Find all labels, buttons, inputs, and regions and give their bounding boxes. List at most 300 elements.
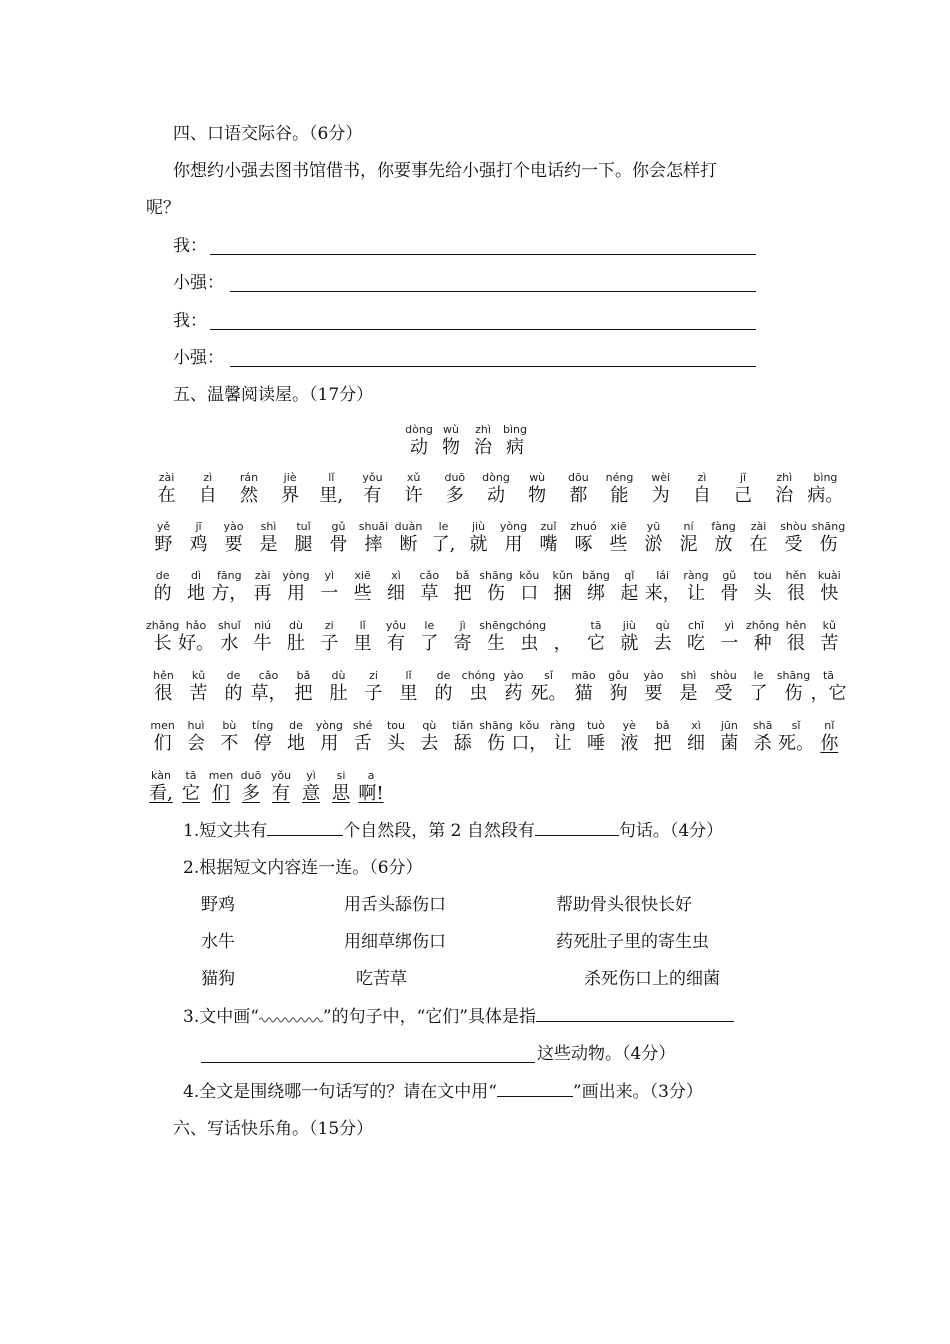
pinyin-char [354, 521, 393, 557]
pinyin-char [249, 670, 288, 706]
hanzi-text: 自 [692, 485, 711, 506]
pinyin-char [577, 570, 614, 606]
pinyin-char [809, 670, 848, 706]
pinyin-text: chóng [512, 619, 547, 632]
hanzi-text: 方， [211, 583, 248, 604]
pinyin-char [544, 570, 581, 606]
hanzi-text: 里 [353, 633, 372, 654]
pinyin-text: shì [680, 669, 697, 682]
hanzi-text: 药 [504, 683, 523, 704]
hanzi-text: 看, [149, 783, 173, 804]
pinyin-char [311, 570, 348, 606]
dialogue-answer-line-2[interactable] [230, 291, 756, 292]
pinyin-text: yào [223, 520, 244, 533]
pinyin-char [494, 670, 533, 706]
pinyin-char [764, 472, 804, 508]
hanzi-text: 放 [714, 534, 733, 555]
hanzi-text: 了, [431, 534, 456, 555]
pinyin-text: shé [352, 719, 373, 732]
hanzi-text: 病 [506, 437, 524, 458]
pinyin-char [644, 570, 681, 606]
pinyin-char [599, 521, 638, 557]
pinyin-char [319, 521, 358, 557]
hanzi-text: 伤 [486, 733, 505, 754]
pinyin-char [444, 570, 481, 606]
hanzi-text: 骨 [720, 583, 739, 604]
pinyin-text: gǔ [331, 520, 346, 533]
hanzi-text: 把 [294, 683, 313, 704]
hanzi-text: 肚 [329, 683, 348, 704]
hanzi-text: 自 [198, 485, 217, 506]
pinyin-char [211, 620, 248, 656]
pinyin-text: bǎ [296, 669, 311, 682]
pinyin-text: xiē [610, 520, 627, 533]
hanzi-text: 的 [224, 683, 243, 704]
hanzi-text: 寄 [453, 633, 472, 654]
hanzi-text: 都 [569, 485, 588, 506]
pinyin-text: bìng [503, 423, 527, 436]
pinyin-text: shì [260, 520, 277, 533]
hanzi-text: 绑 [586, 583, 605, 604]
pinyin-char [404, 424, 434, 460]
pinyin-text: xǔ [406, 471, 421, 484]
pinyin-char [311, 720, 348, 756]
pinyin-text: ní [683, 520, 694, 533]
pinyin-char [411, 570, 448, 606]
question-1-blank-sentences[interactable] [535, 821, 619, 836]
pinyin-text: men [150, 719, 175, 732]
hanzi-text: 菌 [720, 733, 739, 754]
pinyin-text: yòng [315, 719, 343, 732]
pinyin-text: yǒu [385, 619, 407, 632]
pinyin-char [599, 670, 638, 706]
pinyin-text: yǒu [362, 471, 383, 484]
match-left-3[interactable]: 猫狗 [201, 969, 235, 989]
pinyin-char [529, 521, 568, 557]
pinyin-char [352, 472, 392, 508]
pinyin-text: lǐ [359, 619, 366, 632]
hanzi-text: 液 [620, 733, 639, 754]
pinyin-text: zì [697, 471, 707, 484]
hanzi-text: 了 [749, 683, 768, 704]
pinyin-text: sǐ [791, 719, 801, 732]
dialogue-answer-line-3[interactable] [210, 329, 756, 330]
hanzi-text: 猫 [574, 683, 593, 704]
hanzi-text: 界 [281, 485, 300, 506]
pinyin-char [774, 670, 813, 706]
hanzi-text: 在 [749, 534, 768, 555]
hanzi-text: 口， [511, 733, 548, 754]
dialogue-speaker-xiaoqiang-2: 小强： [173, 348, 224, 368]
hanzi-text: 了 [420, 633, 439, 654]
pinyin-text: yòng [499, 520, 528, 533]
pinyin-char [811, 620, 848, 656]
pinyin-char [529, 670, 568, 706]
question-3-blank-2[interactable] [201, 1062, 535, 1063]
pinyin-char [564, 521, 603, 557]
hanzi-text: 断 [399, 534, 418, 555]
hanzi-text: 啄 [574, 534, 593, 555]
pinyin-char [723, 472, 763, 508]
hanzi-text: 细 [386, 583, 405, 604]
pinyin-text: dòng [482, 471, 510, 484]
pinyin-char [476, 472, 516, 508]
pinyin-text: zhì [776, 471, 793, 484]
match-left-2[interactable]: 水牛 [201, 932, 235, 952]
hanzi-text: 鸡 [189, 534, 208, 555]
pinyin-text: kǔ [822, 619, 836, 632]
pinyin-char [477, 620, 514, 656]
pinyin-text: tou [753, 569, 772, 582]
question-4-part-b: ”画出来。（3分） [572, 1082, 703, 1102]
hanzi-text: 动 [487, 485, 505, 506]
pinyin-char [211, 720, 248, 756]
pinyin-text: bǎ [455, 569, 470, 582]
hanzi-text: 生 [486, 633, 505, 654]
pinyin-char [244, 720, 281, 756]
hanzi-text: 起 [620, 583, 639, 604]
hanzi-text: 头 [386, 733, 405, 754]
hanzi-text: 捆 [553, 583, 572, 604]
hanzi-text: 死。 [777, 733, 814, 754]
hanzi-text: ， [553, 633, 572, 654]
pinyin-char [344, 720, 381, 756]
pinyin-char [377, 620, 414, 656]
pinyin-char [144, 720, 181, 756]
hanzi-text: 很 [786, 633, 805, 654]
pinyin-text: rán [239, 471, 259, 484]
hanzi-text: 头 [753, 583, 772, 604]
match-mid-1[interactable]: 用舌头舔伤口 [344, 895, 446, 915]
pinyin-char [144, 570, 181, 606]
dialogue-speaker-xiaoqiang-1: 小强： [173, 273, 224, 293]
pinyin-text: kǔ [191, 669, 206, 682]
hanzi-text: 一 [320, 583, 339, 604]
pinyin-text: zhǎng [145, 619, 180, 632]
hanzi-text: 长 [153, 633, 172, 654]
hanzi-text: 它 [586, 633, 605, 654]
hanzi-text: 草 [420, 583, 439, 604]
pinyin-text: tuǐ [296, 520, 311, 533]
pinyin-char [517, 472, 557, 508]
hanzi-text: 它 [182, 783, 200, 804]
pinyin-text: de [155, 569, 170, 582]
pinyin-char [311, 620, 348, 656]
pinyin-char [558, 472, 598, 508]
hanzi-text: 口 [520, 583, 539, 604]
hanzi-text: 己 [734, 485, 753, 506]
pinyin-char [354, 670, 393, 706]
pinyin-char [564, 670, 603, 706]
pinyin-char [377, 720, 414, 756]
hanzi-text: 水 [220, 633, 239, 654]
pinyin-text: qù [422, 719, 437, 732]
hanzi-text: 把 [453, 583, 472, 604]
pinyin-text: xiē [354, 569, 371, 582]
pinyin-text [544, 620, 581, 632]
pinyin-char [744, 620, 781, 656]
match-left-1[interactable]: 野鸡 [201, 895, 235, 915]
hanzi-text: 种 [753, 633, 772, 654]
pinyin-char [611, 720, 648, 756]
pinyin-text: shāng [776, 669, 811, 682]
pinyin-char [144, 620, 181, 656]
pinyin-char [634, 670, 673, 706]
pinyin-char [644, 620, 681, 656]
pinyin-text: hěn [153, 669, 174, 682]
pinyin-char [711, 570, 748, 606]
match-right-2[interactable]: 药死肚子里的寄生虫 [556, 932, 709, 952]
pinyin-char [177, 620, 214, 656]
hanzi-text: 唾 [586, 733, 605, 754]
pinyin-text: māo [571, 669, 596, 682]
pinyin-text: jiù [622, 619, 636, 632]
pinyin-char [669, 670, 708, 706]
match-mid-2[interactable]: 用细草绑伤口 [344, 932, 446, 952]
pinyin-char [424, 521, 463, 557]
pinyin-text: lái [656, 569, 670, 582]
hanzi-text: 治 [474, 437, 492, 458]
pinyin-char [296, 770, 326, 806]
pinyin-text: tíng [252, 719, 274, 732]
pinyin-char [244, 570, 281, 606]
pinyin-text: jiè [283, 471, 297, 484]
pinyin-char [411, 620, 448, 656]
hanzi-text: 受 [714, 683, 733, 704]
pinyin-text: kuài [817, 569, 841, 582]
wavy-underline-icon [259, 1013, 323, 1023]
pinyin-char [611, 620, 648, 656]
hanzi-text: 子 [364, 683, 383, 704]
pinyin-char [214, 521, 253, 557]
pinyin-text: bìng [813, 471, 838, 484]
hanzi-text: 嘴 [539, 534, 558, 555]
section4-prompt-line1: 你想约小强去图书馆借书，你要事先给小强打个电话约一下。你会怎样打 [173, 161, 717, 181]
pinyin-text: jūn [720, 719, 738, 732]
pinyin-text: qù [655, 619, 670, 632]
pinyin-char [600, 472, 640, 508]
pinyin-text: kàn [151, 769, 171, 782]
pinyin-char [682, 472, 722, 508]
pinyin-text: yě [156, 520, 171, 533]
hanzi-text: 牛 [253, 633, 272, 654]
pinyin-text: niú [254, 619, 272, 632]
pinyin-text: néng [605, 471, 634, 484]
hanzi-text: 物 [442, 437, 460, 458]
pinyin-char [811, 570, 848, 606]
hanzi-text: 要 [224, 534, 243, 555]
pinyin-char [144, 521, 183, 557]
pinyin-char [394, 472, 434, 508]
section4-heading: 四、口语交际谷。（6分） [173, 124, 363, 144]
question-1-part-a: 1.短文共有 [183, 821, 268, 841]
pinyin-char [777, 620, 814, 656]
pinyin-text: tā [185, 769, 197, 782]
hanzi-text: 野 [154, 534, 173, 555]
pinyin-text: ràng [550, 719, 576, 732]
pinyin-char [277, 570, 314, 606]
pinyin-char [477, 720, 514, 756]
pinyin-text: chóng [461, 669, 496, 682]
hanzi-text: 的 [434, 683, 453, 704]
pinyin-text: bǎ [655, 719, 670, 732]
pinyin-text: tā [822, 669, 835, 682]
pinyin-text: ràng [683, 569, 709, 582]
hanzi-text: 狗 [609, 683, 628, 704]
pinyin-char [459, 521, 498, 557]
pinyin-text: lǐ [405, 669, 412, 682]
hanzi-text: 是 [259, 534, 278, 555]
hanzi-text: ，它 [810, 683, 847, 704]
hanzi-text: 用 [286, 583, 305, 604]
pinyin-char [711, 620, 748, 656]
hanzi-text: 骨 [329, 534, 348, 555]
pinyin-text: shòu [780, 520, 807, 533]
dialogue-speaker-me-1: 我： [173, 236, 207, 256]
hanzi-text: 去 [420, 733, 439, 754]
match-right-1[interactable]: 帮助骨头很快长好 [556, 895, 692, 915]
pinyin-char [739, 521, 778, 557]
pinyin-char [677, 570, 714, 606]
hanzi-text: 草， [250, 683, 287, 704]
pinyin-char [284, 670, 323, 706]
pinyin-text: huì [187, 719, 205, 732]
question-1-blank-paragraphs[interactable] [267, 821, 343, 836]
pinyin-text: zài [158, 471, 175, 484]
pinyin-char [326, 770, 356, 806]
pinyin-text: shāng [479, 569, 513, 582]
hanzi-text: 来， [644, 583, 681, 604]
question-4-part-a: 4.全文是围绕哪一句话写的？请在文中用“ [183, 1082, 497, 1102]
hanzi-text: 物 [528, 485, 547, 506]
question-3-part-b: ”的句子中，“它们”具体是指 [322, 1007, 536, 1027]
pinyin-text: le [753, 669, 764, 682]
hanzi-text: 思 [332, 783, 350, 804]
hanzi-text: 就 [620, 633, 639, 654]
pinyin-char [468, 424, 498, 460]
hanzi-text: 苦 [189, 683, 208, 704]
match-right-3[interactable]: 杀死伤口上的细菌 [584, 969, 720, 989]
pinyin-char [704, 521, 743, 557]
pinyin-char [147, 472, 187, 508]
pinyin-text: zài [750, 520, 767, 533]
pinyin-char [319, 670, 358, 706]
pinyin-char [744, 720, 781, 756]
hanzi-text: 杀 [753, 733, 772, 754]
pinyin-text: yào [643, 669, 664, 682]
pinyin-char [544, 720, 581, 756]
question-1 [183, 820, 723, 842]
pinyin-text: men [208, 769, 234, 782]
pinyin-char [669, 521, 708, 557]
pinyin-text: jiù [471, 520, 486, 533]
hanzi-text: 淤 [644, 534, 663, 555]
pinyin-char [511, 570, 548, 606]
pinyin-char [389, 521, 428, 557]
hanzi-text: 们 [212, 783, 230, 804]
pinyin-text: shāng [479, 719, 513, 732]
pinyin-text: yǒu [270, 769, 292, 782]
section6-heading: 六、写话快乐角。（15分） [173, 1119, 374, 1139]
question-3-line1 [183, 1006, 734, 1028]
question-2: 2.根据短文内容连一连。（6分） [183, 858, 423, 878]
dialogue-answer-line-1[interactable] [210, 254, 756, 255]
pinyin-text: shēng [479, 619, 513, 632]
dialogue-answer-line-4[interactable] [230, 366, 756, 367]
hanzi-text: 些 [353, 583, 372, 604]
pinyin-text: fāng [217, 569, 242, 582]
pinyin-char [459, 670, 498, 706]
pinyin-char [435, 472, 475, 508]
pinyin-text: bǎng [582, 569, 610, 582]
question-4 [183, 1081, 703, 1103]
pinyin-text: zi [324, 619, 334, 632]
hanzi-text: 摔 [364, 534, 383, 555]
hanzi-text: 好。 [177, 633, 214, 654]
hanzi-text: 意 [302, 783, 320, 804]
pinyin-char [774, 521, 813, 557]
pinyin-char [389, 670, 428, 706]
hanzi-text: 吃 [686, 633, 705, 654]
pinyin-char [811, 720, 848, 756]
pinyin-text: jī [195, 520, 202, 533]
match-mid-3[interactable]: 吃苦草 [356, 969, 407, 989]
pinyin-char [444, 620, 481, 656]
question-3-blank-1[interactable] [536, 1007, 734, 1022]
pinyin-char [711, 720, 748, 756]
pinyin-char [577, 620, 614, 656]
hanzi-text: 会 [186, 733, 205, 754]
pinyin-text: yè [622, 719, 636, 732]
pinyin-text: shòu [710, 669, 737, 682]
hanzi-text: 能 [610, 485, 629, 506]
hanzi-text: 些 [609, 534, 628, 555]
pinyin-char [511, 620, 548, 656]
pinyin-text: shuǐ [217, 619, 241, 632]
pinyin-text: dì [190, 569, 202, 582]
pinyin-text: duō [444, 471, 466, 484]
hanzi-text: 多 [445, 485, 464, 506]
pinyin-char [176, 770, 206, 806]
hanzi-text: 为 [651, 485, 670, 506]
pinyin-text: wù [443, 423, 459, 436]
pinyin-text: a [367, 769, 375, 782]
hanzi-text: 然 [239, 485, 258, 506]
pinyin-text: tā [590, 619, 602, 632]
hanzi-text: 在 [157, 485, 176, 506]
hanzi-text: 死。 [530, 683, 567, 704]
pinyin-text: zi [369, 669, 378, 682]
pinyin-char [188, 472, 228, 508]
pinyin-text: zì [203, 471, 213, 484]
pinyin-char [214, 670, 253, 706]
pinyin-char [436, 424, 466, 460]
question-1-part-c: 句话。（4分） [618, 821, 724, 841]
hanzi-text: 不 [220, 733, 239, 754]
pinyin-text: de [289, 719, 303, 732]
pinyin-char [377, 570, 414, 606]
pinyin-char [277, 620, 314, 656]
pinyin-char [511, 720, 548, 756]
pinyin-char [634, 521, 673, 557]
pinyin-text: kǔn [552, 569, 573, 582]
pinyin-text: tou [386, 719, 405, 732]
hanzi-text: 你 [820, 733, 839, 754]
pinyin-text: le [438, 520, 449, 533]
pinyin-char [411, 720, 448, 756]
pinyin-text: xì [691, 719, 701, 732]
hanzi-text: 泥 [679, 534, 698, 555]
